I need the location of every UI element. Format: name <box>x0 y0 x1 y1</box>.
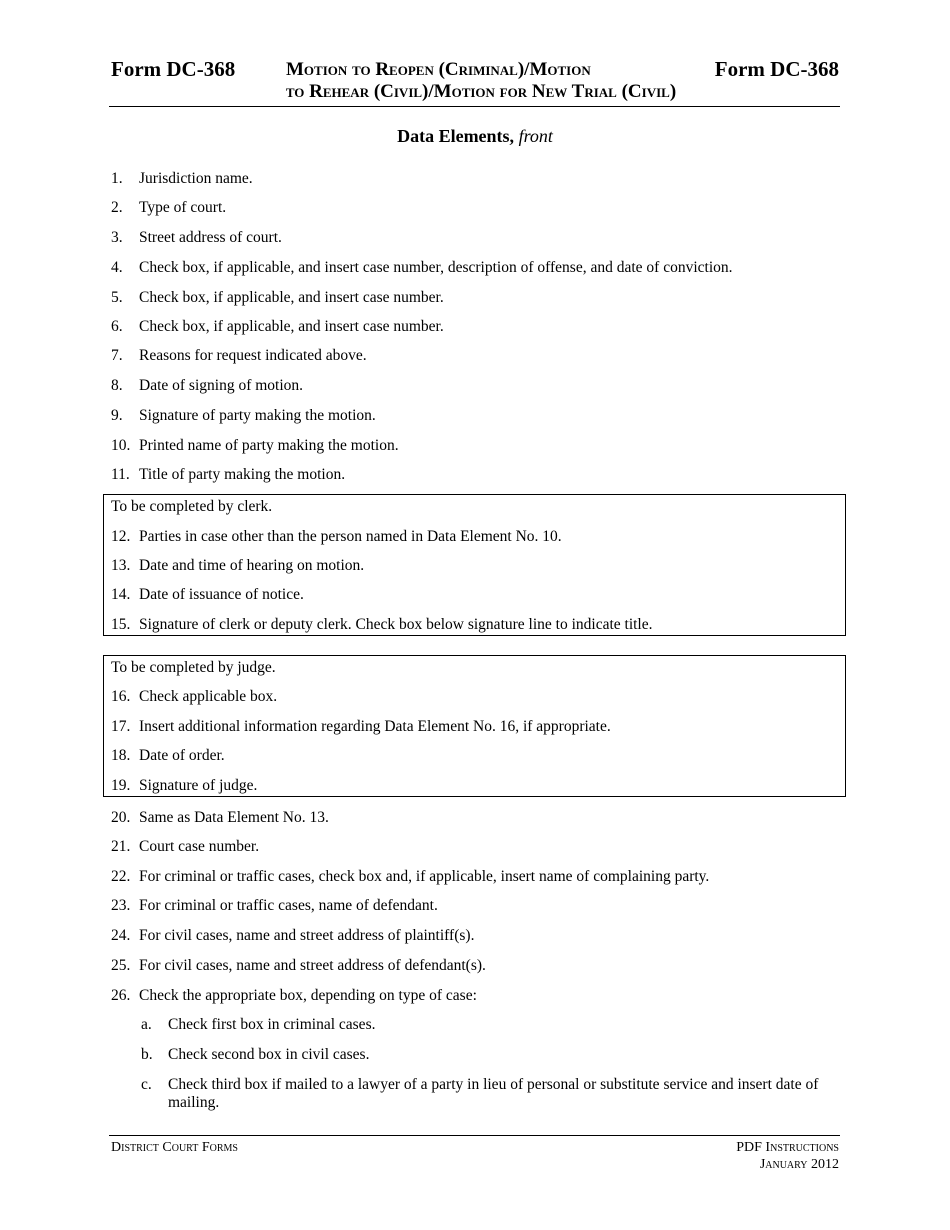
footer-right-line2: January 2012 <box>759 1157 839 1172</box>
section-title-italic: front <box>518 126 553 146</box>
form-title-line1: Motion to Reopen (Criminal)/Motion <box>286 59 591 80</box>
form-number-right: Form DC-368 <box>714 57 839 81</box>
header-divider <box>109 106 840 107</box>
section-title-bold: Data Elements, <box>397 126 515 146</box>
footer-left: District Court Forms <box>111 1140 238 1155</box>
section-title <box>0 126 950 147</box>
form-title-line2: to Rehear (Civil)/Motion for New Trial (Civil) <box>285 81 677 102</box>
footer-divider <box>109 1135 840 1136</box>
footer-right <box>736 1139 839 1173</box>
footer-right-line1: PDF Instructions <box>736 1140 839 1155</box>
form-number-left: Form DC-368 <box>111 57 236 81</box>
page-header <box>111 57 839 103</box>
